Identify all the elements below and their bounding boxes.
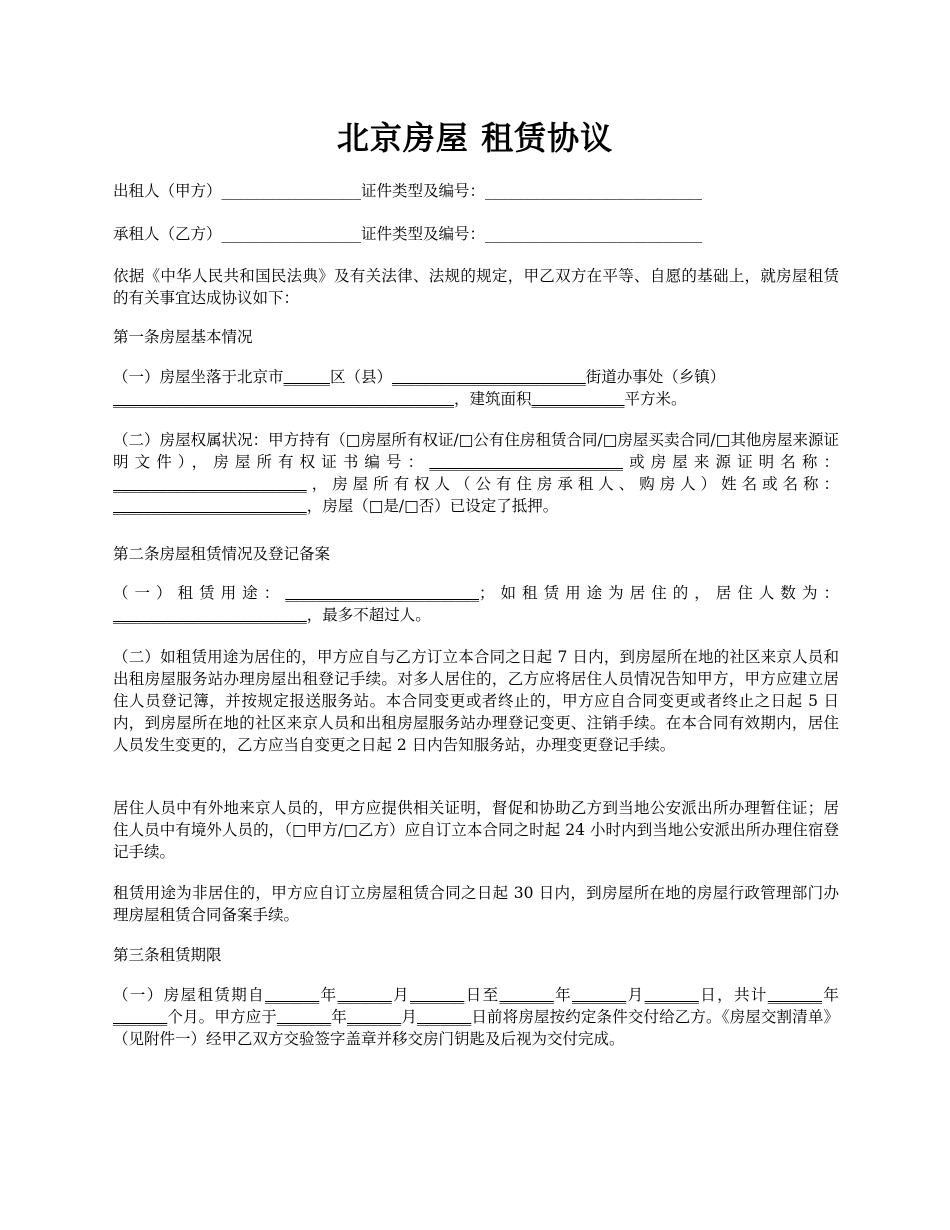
blank: _________________________: [429, 453, 623, 471]
blank: _______: [337, 986, 392, 1004]
article3-item1: [113, 984, 839, 1050]
blank: ______: [283, 368, 331, 386]
intro-paragraph: 依据《中华人民共和国民法典》及有关法律、法规的规定，甲乙双方在平等、自愿的基础上，就房屋租赁的有关事宜达成协议如下：: [113, 267, 839, 307]
blank: _______: [767, 986, 823, 1004]
text: ，最多不超过人。: [306, 606, 431, 624]
text: （二）房屋权属状况：甲方持有（□房屋所有权证/□公有住房租赁合同/□房屋买卖合同/□其他房屋来源证明文件），房屋所有权证书编号：: [113, 431, 839, 471]
blank: _______: [113, 1008, 168, 1026]
text: 街道办事处（乡镇）: [585, 368, 726, 386]
lessor-id-blank: ____________________________: [485, 182, 703, 200]
text: 日至: [464, 986, 500, 1004]
text: 日前将房屋按约定条件交付给乙方。《房屋交割清单》（见附件一）经甲乙双方交验签字盖章并移交房门钥匙及后视为交付完成。: [113, 1008, 839, 1048]
article2-item1: [113, 582, 839, 626]
text: 年: [822, 986, 839, 1004]
article2-heading: 第二条房屋租赁情况及登记备案: [113, 545, 331, 563]
text: 年: [319, 986, 338, 1004]
article1-item1: [113, 366, 839, 410]
blank: ____________________________________________: [113, 390, 454, 408]
lessee-id-label: 证件类型及编号：: [361, 225, 486, 243]
blank: _______: [499, 986, 554, 1004]
blank: _________________________: [113, 475, 307, 493]
text: 月: [391, 986, 411, 1004]
blank: _______: [276, 1008, 332, 1026]
lessor-id-label: 证件类型及编号：: [361, 182, 486, 200]
lessor-label: 出租人（甲方）: [113, 182, 222, 200]
article2-nonresidential-paragraph: 租赁用途为非居住的，甲方应自订立房屋租赁合同之日起 30 日内，到房屋所在地的房屋行政管理部门办理房屋租赁合同备案手续。: [113, 884, 839, 924]
text: 日，共计: [698, 986, 768, 1004]
lessee-name-blank: __________________: [221, 225, 362, 243]
blank: ____________: [531, 390, 625, 408]
blank: _______: [265, 986, 320, 1004]
blank: _________________________: [113, 606, 307, 624]
blank: _______: [417, 1008, 472, 1026]
text: 平方米。: [624, 390, 687, 408]
text: 或房屋来源证明名称：: [622, 453, 839, 471]
text: （一）房屋坐落于北京市: [113, 368, 284, 386]
lessor-line: [113, 180, 839, 202]
text: ，房屋（□是/□否）已设定了抵押。: [306, 497, 559, 515]
text: 月: [401, 1008, 417, 1026]
text: 年: [553, 986, 573, 1004]
article3-heading: 第三条租赁期限: [113, 946, 222, 964]
text: ，房屋所有权人（公有住房承租人、购房人）姓名或名称：: [306, 475, 839, 493]
text: ；如租赁用途为居住的，居住人数为：: [479, 584, 839, 602]
text: （一）房屋租赁期自: [113, 986, 266, 1004]
blank: _________________________: [392, 368, 586, 386]
blank: _________________________: [113, 497, 307, 515]
lessee-label: 承租人（乙方）: [113, 225, 222, 243]
blank: _______: [346, 1008, 402, 1026]
article2-item2: （二）如租赁用途为居住的，甲方应自与乙方订立本合同之日起 7 日内，到房屋所在地的社区来京人员和出租房屋服务站办理房屋出租登记手续。对多人居住的，乙方应将居住人员情况告知甲方，甲方应建立居住人员登记簿，并按规定报送服务站。本合同变更或者终止的，甲方应自合同变更或者终止之日起 5 日内，到房屋所在地的社区来京人员和出租房屋服务站办理登记变更、注销手续。在本合同有效期内，居住人员发生变更的，乙方应当自变更之日起 2 日内告知服务站，办理变更登记手续。: [113, 648, 839, 754]
text: 月: [626, 986, 645, 1004]
blank: _______: [410, 986, 465, 1004]
text: ，建筑面积: [454, 390, 532, 408]
lessor-name-blank: __________________: [221, 182, 362, 200]
lessee-line: [113, 223, 839, 245]
text: （一）租赁用途：: [113, 584, 286, 602]
document-title: 北京房屋 租赁协议: [336, 119, 614, 157]
blank: _______: [644, 986, 699, 1004]
text: 年: [331, 1008, 347, 1026]
text: 区（县）: [330, 368, 393, 386]
blank: _________________________: [285, 584, 479, 602]
lessee-id-blank: ____________________________: [485, 225, 703, 243]
article2-outsiders-paragraph: 居住人员中有外地来京人员的，甲方应提供相关证明，督促和协助乙方到当地公安派出所办理暂住证；居住人员中有境外人员的，（□甲方/□乙方）应自订立本合同之时起 24 小时内到当地公安派出所办理住宿登记手续。: [113, 799, 839, 861]
text: 个月。甲方应于: [167, 1008, 277, 1026]
blank: _______: [572, 986, 627, 1004]
article1-item2: [113, 429, 839, 517]
article1-heading: 第一条房屋基本情况: [113, 328, 253, 346]
